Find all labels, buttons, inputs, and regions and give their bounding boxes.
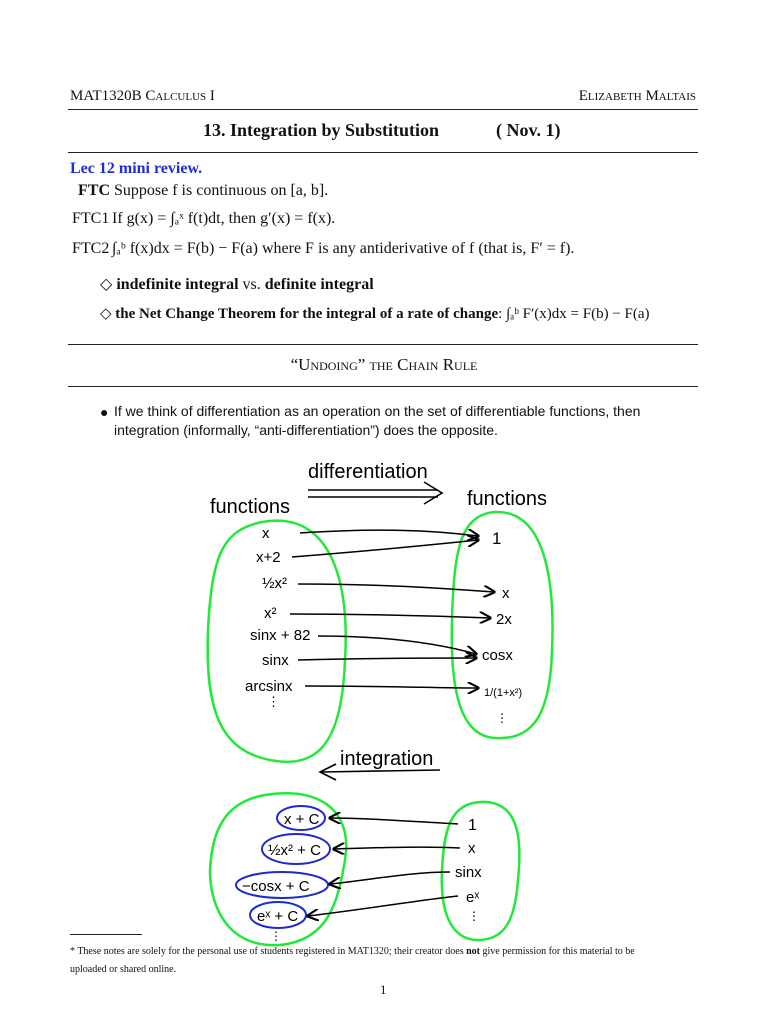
- indefinite-integral-text: indefinite integral: [116, 276, 239, 293]
- list-item: sinx: [262, 652, 289, 669]
- page-date: ( Nov. 1): [496, 120, 561, 140]
- bullet-dot-icon: ●: [100, 404, 109, 420]
- list-item: ⋮: [267, 694, 280, 709]
- net-change-formula: : ∫ₐᵇ F′(x)dx = F(b) − F(a): [498, 306, 650, 322]
- paragraph-line-2: integration (informally, “anti-differentiation”) does the opposite.: [114, 422, 498, 438]
- diamond-bullet-icon: ◇: [100, 306, 112, 322]
- definite-integral-text: definite integral: [264, 276, 374, 293]
- list-item: 2x: [496, 611, 512, 628]
- list-item: x+2: [256, 549, 281, 566]
- list-item: eˣ + C: [257, 908, 299, 925]
- right-derivative-list: [482, 529, 522, 725]
- list-item: sinx + 82: [250, 627, 311, 644]
- paragraph-line-1: If we think of differentiation as an operation on the set of differentiable functions, then: [114, 403, 641, 419]
- page-title: 13. Integration by Substitution: [203, 120, 440, 140]
- list-item: x²: [264, 605, 277, 622]
- list-item: x: [502, 585, 510, 602]
- differentiation-arrows: [290, 530, 494, 688]
- ftc2-text: ∫ₐᵇ f(x)dx = F(b) − F(a) where F is any antiderivative of f (that is, F′ = f).: [112, 240, 575, 257]
- antiderivative-list: [236, 806, 330, 943]
- differentiation-integration-diagram: [0, 440, 768, 950]
- list-item: eˣ: [466, 889, 480, 906]
- list-item: arcsinx: [245, 678, 293, 695]
- review-bullet-2: [100, 304, 650, 323]
- list-item: ½x² + C: [268, 842, 321, 859]
- functions-heading-left: functions: [210, 496, 291, 518]
- diamond-bullet-icon: ◇: [100, 276, 113, 293]
- functions-heading-right: functions: [467, 488, 548, 510]
- list-item: −cosx + C: [242, 878, 310, 895]
- ftc-label: FTC: [78, 182, 110, 199]
- course-header: MAT1320B Calculus I: [70, 88, 215, 104]
- list-item: x + C: [284, 811, 320, 828]
- section-top-rule: [68, 344, 698, 345]
- review-bullet-1: [100, 274, 374, 294]
- list-item: ½x²: [262, 575, 288, 592]
- differentiation-label: differentiation: [308, 461, 428, 483]
- list-item: cosx: [482, 647, 513, 664]
- integrand-list: [455, 817, 482, 923]
- title-rule: [68, 152, 698, 153]
- footnote-not: not: [466, 946, 480, 957]
- integration-label: integration: [340, 748, 434, 770]
- list-item: ⋮: [496, 711, 508, 725]
- review-heading: Lec 12 mini review.: [70, 160, 203, 177]
- footnote-text-a: * These notes are solely for the personal use of students registered in MAT1320; their creator does: [70, 946, 467, 957]
- ftc1-text: If g(x) = ∫ₐˣ f(t)dt, then g′(x) = f(x).: [112, 210, 336, 227]
- ftc2-label: FTC2: [72, 240, 110, 257]
- list-item: 1: [468, 817, 477, 834]
- list-item: x: [468, 840, 476, 857]
- footnote-line-1: [70, 946, 635, 957]
- ftc-text: Suppose f is continuous on [a, b].: [114, 182, 329, 199]
- integration-arrows: [308, 818, 460, 916]
- page-number: 1: [380, 982, 387, 997]
- list-item: ⋮: [468, 909, 480, 923]
- header-rule: [68, 109, 698, 110]
- list-item: x: [262, 525, 270, 542]
- footnote-line-2: uploaded or shared online.: [70, 964, 177, 975]
- list-item: sinx: [455, 864, 482, 881]
- net-change-theorem-text: the Net Change Theorem for the integral of a rate of change: [115, 306, 499, 322]
- list-item: 1/(1+x²): [484, 687, 523, 699]
- section-title: “Undoing” the Chain Rule: [290, 355, 478, 374]
- ftc1-label: FTC1: [72, 210, 110, 227]
- left-function-list: [245, 525, 310, 709]
- list-item: 1: [492, 529, 502, 548]
- author-header: Elizabeth Maltais: [578, 88, 696, 104]
- double-right-arrow-icon: [308, 482, 442, 504]
- footnote-rule: [70, 934, 142, 935]
- footnote-text-b: give permission for this material to be: [480, 946, 635, 957]
- list-item: ⋮: [270, 929, 282, 943]
- vs-text: vs.: [242, 276, 261, 293]
- section-bottom-rule: [68, 386, 698, 387]
